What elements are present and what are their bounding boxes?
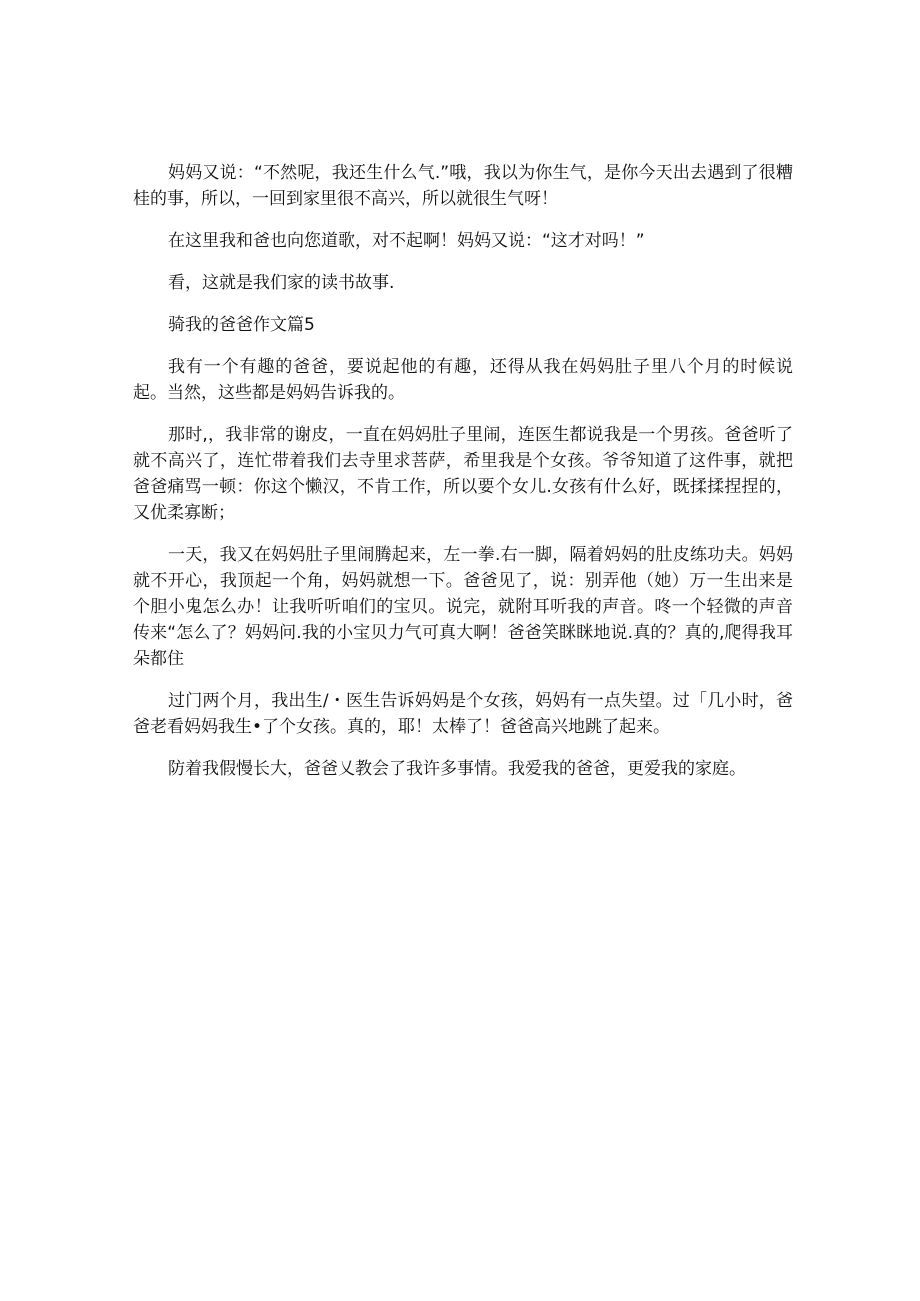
paragraph-7: 一天，我又在妈妈肚子里闹腾起来，左一拳.右一脚，隔着妈妈的肚皮练功夫。妈妈就不开心，我顶起一个角，妈妈就想一下。爸爸见了，说：别弄他（她）万一生出来是个胆小鬼怎么办！让我听听咱们的宝贝。说完，就附耳听我的声音。咚一个轻微的声音传来“怎么了？妈妈问.我的小宝贝力气可真大啊！爸爸笑眯眯地说.真的？真的,爬得我耳朵都住 [133,545,793,669]
paragraph-6: 那时,，我非常的谢皮，一直在妈妈肚子里闹，连医生都说我是一个男孩。爸爸听了就不高兴了，连忙带着我们去寺里求菩萨，希里我是个女孩。爷爷知道了这件事，就把爸爸痛骂一顿：你这个懒汉，不肯工作，所以要个女儿.女孩有什么好，既揉揉捏捏的，又优柔寡断； [133,425,793,523]
document-body [133,160,793,798]
paragraph-1: 妈妈又说：“不然呢，我还生什么气.”哦，我以为你生气，是你今天出去遇到了很糟桂的事，所以，一回到家里很不高兴，所以就很生气呀！ [133,163,793,209]
paragraph-2: 在这里我和爸也向您道歌，对不起啊！妈妈又说：“这才对吗！” [168,231,645,251]
section-heading: 骑我的爸爸作文篇5 [168,315,315,335]
paragraph-3: 看，这就是我们家的读书故事. [168,273,395,293]
paragraph-5: 我有一个有趣的爸爸，要说起他的有趣，还得从我在妈妈肚子里八个月的时候说起。当然，这些都是妈妈告诉我的。 [133,357,793,403]
paragraph-8: 过门两个月，我出生/・医生告诉妈妈是个女孩，妈妈有一点失望。过「几小时，爸爸老看妈妈我生•了个女孩。真的，耶！太棒了！爸爸高兴地跳了起来。 [133,691,793,737]
paragraph-9: 防着我假慢长大，爸爸乂教会了我许多事情。我爱我的爸爸，更爱我的家庭。 [168,759,746,779]
